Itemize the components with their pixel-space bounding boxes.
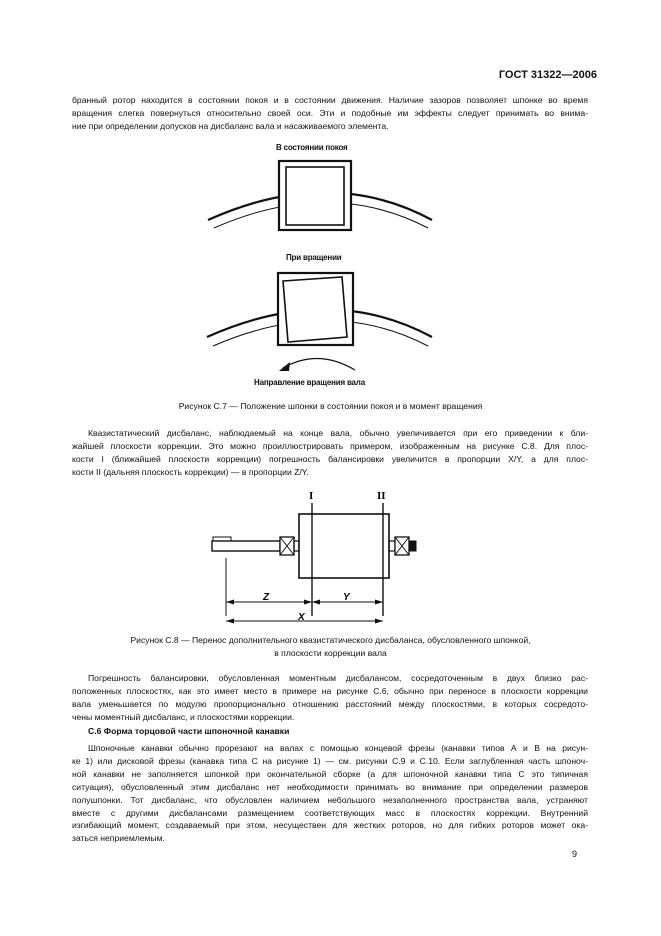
paragraph-keyway-form xyxy=(72,742,588,845)
text-line: кости I (ближайшей плоскости коррекции) погрешность балансировки увеличится в пропорции X/Y, а для плос- xyxy=(72,453,588,464)
text-line: вращения слегка повернуться относительно своей оси. Эти и подобные им эффекты следует принимать во внима- xyxy=(72,107,588,118)
section-heading: С.6 Форма торцовой части шпоночной канавки xyxy=(88,726,290,736)
text-line: ке 1) или дисковой фрезы (канавка типа С на рисунке 1) — см. рисунки С.9 и С.10. Если заглубленная часть шпоноч- xyxy=(72,755,588,766)
text-line: Шпоночные канавки обычно прорезают на валах с помощью концевой фрезы (канавки типов А и В на рисун- xyxy=(88,743,588,753)
figure-c8-caption xyxy=(60,634,601,660)
text-line: Квазистатический дисбаланс, наблюдаемый на конце вала, обычно увеличивается при его приведении к бли- xyxy=(88,428,588,438)
text-line: кости II (дальняя плоскость коррекции) — в пропорции Z/Y. xyxy=(72,466,309,477)
text-line: ситуация), обусловленный этим дисбаланс нет необходимости принимать во внимание при определении размеров xyxy=(72,781,588,792)
text-line: вместе с другими дисбалансами размещением соответствующих масс в плоскостях коррекции. Внутренний xyxy=(72,807,588,818)
paragraph-moment-unbalance xyxy=(72,672,588,724)
caption-line: Рисунок С.8 — Перенос дополнительного квазистатического дисбаланса, обусловленного шпонкой, xyxy=(130,635,531,645)
label-rotation-direction: Направление вращения вала xyxy=(254,378,365,387)
plane-label-2: II xyxy=(377,490,386,502)
text-line: изгибающий момент, создаваемый при этом, несуществен для жестких роторов, но для гибких роторов может ока- xyxy=(72,820,588,831)
text-line: ной канавки не заполняется шпонкой при окончательной сборке (а для шпоночной канавки типа С это типичная xyxy=(72,768,588,779)
text-line: вала уменьшается по модулю пропорционально отношению расстояний между плоскостями, в которых сосредото- xyxy=(72,698,588,709)
caption-line: в плоскости коррекции вала xyxy=(274,647,387,658)
text-line: жайшей плоскости коррекции. Это можно проиллюстрировать примером, изображенным на рисунке С.8. Для плос- xyxy=(72,440,588,451)
page-number: 9 xyxy=(571,849,577,859)
document-header: ГОСТ 31322—2006 xyxy=(498,69,597,81)
label-rest-state: В состоянии покоя xyxy=(276,143,348,152)
text-line: положенных плоскостях, как это имеет место в примере на рисунке С.6, обычно при переносе в плоскости коррекции xyxy=(72,685,588,696)
label-rotation-state: При вращении xyxy=(286,253,342,262)
text-line: заться неприемлемым. xyxy=(72,833,165,844)
shaft-left-section xyxy=(212,541,280,551)
text-line: Погрешность балансировки, обусловленная моментным дисбалансом, сосредоточенным в двух близко рас- xyxy=(88,673,588,683)
dimension-y-label: Y xyxy=(343,592,350,603)
text-line: полушпонки. Тот дисбаланс, что обусловлен наличием небольшого незаполненного пространства вала, устраняют xyxy=(72,794,588,805)
figure-c7-caption: Рисунок С.7 — Положение шпонки в состоянии покоя и в момент вращения xyxy=(178,401,483,411)
plane-label-1: I xyxy=(309,490,314,502)
text-line: чены моментный дисбаланс, и плоскостями коррекции. xyxy=(72,711,295,722)
dimension-x-label: X xyxy=(298,612,305,623)
shaft-right-end xyxy=(409,541,416,551)
text-line: бранный ротор находится в состоянии покоя и в состоянии движения. Наличие зазоров позволяет шпонке во время xyxy=(72,95,588,105)
text-line: ние при определении допусков на дисбаланс вала и насаживаемого элемента. xyxy=(72,120,389,131)
dimension-z-label: Z xyxy=(263,592,270,603)
